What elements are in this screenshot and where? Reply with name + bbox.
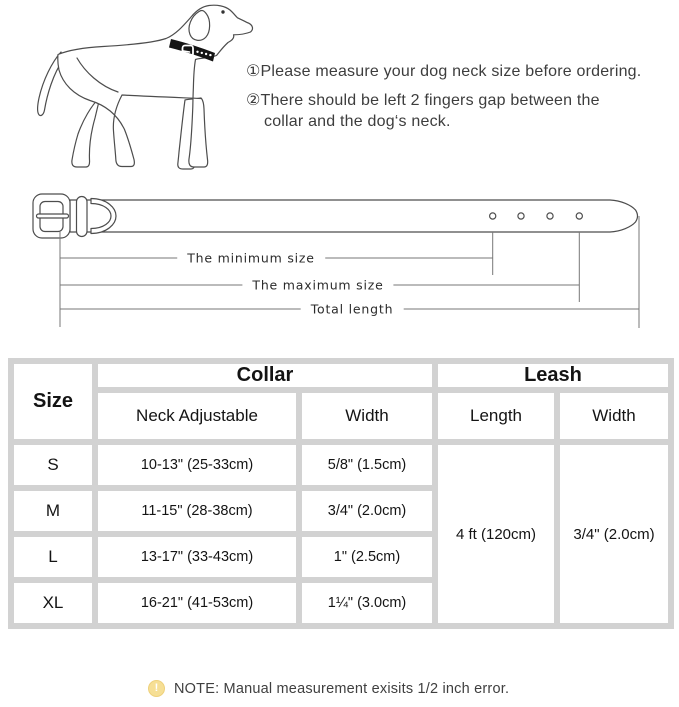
measuring-instructions [246, 60, 641, 132]
size-column-header: Size [14, 364, 92, 439]
collar-width-header: Width [302, 393, 432, 439]
leash-width-header: Width [560, 393, 668, 439]
leash-width-value: 3/4" (2.0cm) [560, 445, 668, 623]
size-l: L [14, 537, 92, 577]
instruction-text-2: There should be left 2 fingers gap between the [260, 92, 600, 109]
instruction-text-3: collar and the dog‘s neck. [264, 113, 451, 130]
neck-s: 10-13" (25-33cm) [98, 445, 296, 485]
width-s: 5/8" (1.5cm) [302, 445, 432, 485]
dog-eye [221, 10, 224, 13]
dog-far-hind-leg [72, 97, 100, 167]
size-s: S [14, 445, 92, 485]
collar-group-header: Collar [98, 364, 432, 387]
minimum-size-label: The minimum size [177, 251, 325, 266]
dog-illustration [25, 2, 260, 180]
leash-group-header: Leash [438, 364, 668, 387]
width-xl: 1¼" (3.0cm) [302, 583, 432, 623]
leash-length-header: Length [438, 393, 554, 439]
belt-keeper [77, 197, 88, 237]
table-row [14, 445, 668, 485]
size-chart-table [8, 358, 674, 629]
neck-adjustable-header: Neck Adjustable [98, 393, 296, 439]
collar-measurement-diagram [0, 185, 679, 345]
size-m: M [14, 491, 92, 531]
leash-length-value: 4 ft (120cm) [438, 445, 554, 623]
table-header-row [14, 364, 668, 387]
width-m: 3/4" (2.0cm) [302, 491, 432, 531]
instruction-line-1 [246, 60, 641, 82]
neck-m: 11-15" (28-38cm) [98, 491, 296, 531]
maximum-size-label: The maximum size [242, 278, 393, 293]
note-text: NOTE: Manual measurement exisits 1/2 inch error. [174, 680, 510, 697]
instruction-text-1: Please measure your dog neck size before ordering. [260, 63, 642, 80]
measurement-note [148, 680, 509, 697]
belt-buckle-prong [37, 214, 69, 218]
instruction-line-2 [246, 89, 641, 111]
instruction-line-3 [264, 111, 641, 132]
total-length-label: Total length [301, 302, 404, 317]
size-xl: XL [14, 583, 92, 623]
width-l: 1" (2.5cm) [302, 537, 432, 577]
collar-buckle-prong [184, 51, 190, 52]
neck-xl: 16-21" (41-53cm) [98, 583, 296, 623]
neck-l: 13-17" (33-43cm) [98, 537, 296, 577]
warning-icon: ! [148, 680, 165, 697]
table-subheader-row [14, 393, 668, 439]
circled-2-marker: ② [246, 90, 261, 109]
circled-1-marker: ① [246, 61, 261, 80]
